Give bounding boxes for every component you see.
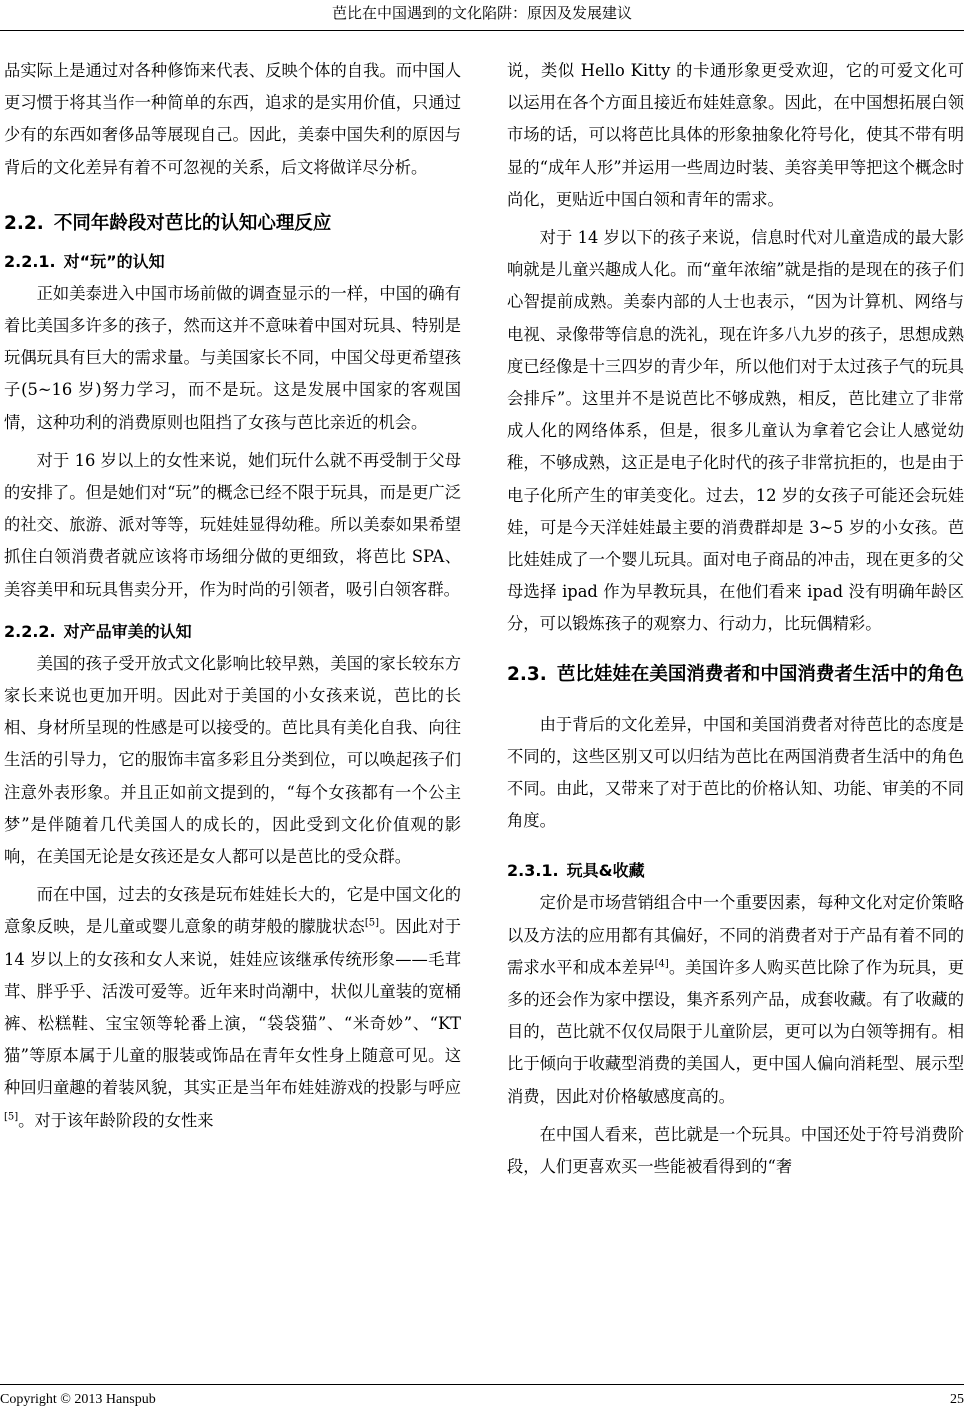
text-run: 而在中国，过去的女孩是玩布娃娃长大的，它是中国文化的意象反映，是儿童或婴儿意象的萌芽般的朦胧状态: [4, 885, 461, 937]
running-header: 芭比在中国遇到的文化陷阱：原因及发展建议: [331, 4, 632, 22]
header-rule: [0, 30, 964, 31]
paragraph-continued: 说，类似 Hello Kitty 的卡通形象更受欢迎，它的可爱文化可以运用在各个方面且接近布娃娃意象。因此，在中国想拓展白领市场的话，可以将芭比具体的形象抽象化符号化，使其不带有明显的“成年人形”并运用一些周边时装、美容美甲等把这个概念时尚化，更贴近中国白领和青年的需求。: [507, 61, 964, 209]
right-column: [507, 55, 964, 1183]
section-heading-2-2: [4, 208, 461, 240]
paragraph-aesthetic-2: [4, 879, 461, 1137]
subsection-heading-2-2-1: [4, 246, 461, 278]
text-run: 。对于该年龄阶段的女性来: [18, 1110, 214, 1130]
subsection-title: 对“玩”的认知: [63, 251, 165, 271]
page-number: 25: [950, 1392, 964, 1407]
subsection-heading-2-3-1: [507, 855, 964, 887]
subsection-title: 对产品审美的认知: [63, 621, 192, 641]
text-run: 。美国许多人购买芭比除了作为玩具，更多的还会作为家中摆设，集齐系列产品，成套收藏。有了收藏的目的，芭比就不仅仅局限于儿童阶层，更可以为白领等拥有。相比于倾向于收藏型消费的美国人，更中国人偏向消耗型、展示型消费，因此对价格敏感度高的。: [507, 957, 964, 1106]
section-heading-2-3: [507, 659, 964, 691]
left-column: [4, 55, 461, 1137]
copyright-notice: Copyright © 2013 Hanspub: [0, 1392, 156, 1407]
subsection-number: 2.3.1.: [507, 861, 559, 881]
text-run: 定价是市场营销组合中一个重要因素，每种文化对定价策略以及方法的应用都有其偏好，不同的消费者对于产品有着不同的需求水平和成本差异: [507, 893, 964, 977]
subsection-number: 2.2.2.: [4, 621, 56, 641]
subsection-title: 玩具&收藏: [566, 861, 645, 881]
citation-ref: [5]: [4, 1111, 19, 1123]
paragraph-roles: 由于背后的文化差异，中国和美国消费者对待芭比的态度是不同的，这些区别又可以归结为芭比在两国消费者生活中的角色不同。由此，又带来了对于芭比的价格认知、功能、审美的不同角度。: [507, 714, 964, 831]
footer-rule: [0, 1384, 964, 1385]
citation-ref: [5]: [364, 918, 379, 930]
paragraph-under-14: 对于 14 岁以下的孩子来说，信息时代对儿童造成的最大影响就是儿童兴趣成人化。而“童年浓缩”就是指的是现在的孩子们心智提前成熟。美泰内部的人士也表示，“因为计算机、网络与电视、录像带等信息的洗礼，现在许多八九岁的孩子，思想成熟度已经像是十三四岁的青少年，所以他们对于太过孩子气的玩具会排斥”。这里并不是说芭比不够成熟，相反，芭比建立了非常成人化的网络体系，但是，很多儿童认为拿着它会让人感觉幼稚，不够成熟，这正是电子化时代的孩子非常抗拒的，也是由于电子化所产生的审美变化。过去，12 岁的女孩子可能还会玩娃娃，可是今天洋娃娃最主要的消费群却是 3~5 岁的小女孩。芭比娃娃成了一个婴儿玩具。面对电子商品的冲击，现在更多的父母选择 ipad 作为早教玩具，在他们看来 ipad 没有明确年龄区分，可以锻炼孩子的观察力、行动力，比玩偶精彩。: [507, 228, 964, 634]
paragraph-pricing: [507, 887, 964, 1112]
paragraph-intro: 品实际上是通过对各种修饰来代表、反映个体的自我。而中国人更习惯于将其当作一种简单的东西，追求的是实用价值，只通过少有的东西如奢侈品等展现自己。因此，美泰中国失利的原因与背后的文化差异有着不可忽视的关系，后文将做详尽分析。: [4, 61, 461, 177]
section-title: 芭比娃娃在美国消费者和中国消费者生活中的角色: [556, 663, 964, 685]
subsection-number: 2.2.1.: [4, 251, 56, 271]
paragraph-last: 在中国人看来，芭比就是一个玩具。中国还处于符号消费阶段，人们更喜欢买一些能被看得到的“奢: [507, 1124, 964, 1177]
citation-ref: [4]: [654, 958, 669, 970]
paragraph-aesthetic-1: 美国的孩子受开放式文化影响比较早熟，美国的家长较东方家长来说也更加开明。因此对于美国的小女孩来说，芭比的长相、身材所呈现的性感是可以接受的。芭比具有美化自我、向往生活的引导力，它的服饰丰富多彩且分类到位，可以唤起孩子们注意外表形象。并且正如前文提到的，“每个女孩都有一个公主梦”是伴随着几代美国人的成长的，因此受到文化价值观的影响，在美国无论是女孩还是女人都可以是芭比的受众群。: [4, 653, 461, 867]
text-run: 。因此对于 14 岁以上的女孩和女人来说，娃娃应该继承传统形象——毛茸茸、胖乎乎、活泼可爱等。近年来时尚潮中，状似儿童装的宽桶裤、松糕鞋、宝宝领等轮番上演，“袋袋猫”、“米奇妙”、“KT 猫”等原本属于儿童的服装或饰品在青年女性身上随意可见。这种回归童趣的着装风貌，其实正是当年布娃娃游戏的投影与呼应: [4, 917, 461, 1098]
section-title: 不同年龄段对芭比的认知心理反应: [53, 212, 332, 234]
paragraph-play-1: 正如美泰进入中国市场前做的调查显示的一样，中国的确有着比美国多许多的孩子，然而这并不意味着中国对玩具、特别是玩偶玩具有巨大的需求量。与美国家长不同，中国父母更希望孩子(5~16 岁)努力学习，而不是玩。这是发展中国家的客观国情，这种功利的消费原则也阻挡了女孩与芭比亲近的机会。: [4, 283, 461, 432]
section-number: 2.3.: [507, 663, 547, 685]
section-number: 2.2.: [4, 212, 44, 234]
paragraph-play-2: 对于 16 岁以上的女性来说，她们玩什么就不再受制于父母的安排了。但是她们对“玩”的概念已经不限于玩具，而是更广泛的社交、旅游、派对等等，玩娃娃显得幼稚。所以美泰如果希望抓住白领消费者就应该将市场细分做的更细致，将芭比 SPA、美容美甲和玩具售卖分开，作为时尚的引领者，吸引白领客群。: [4, 450, 461, 599]
subsection-heading-2-2-2: [4, 616, 461, 648]
